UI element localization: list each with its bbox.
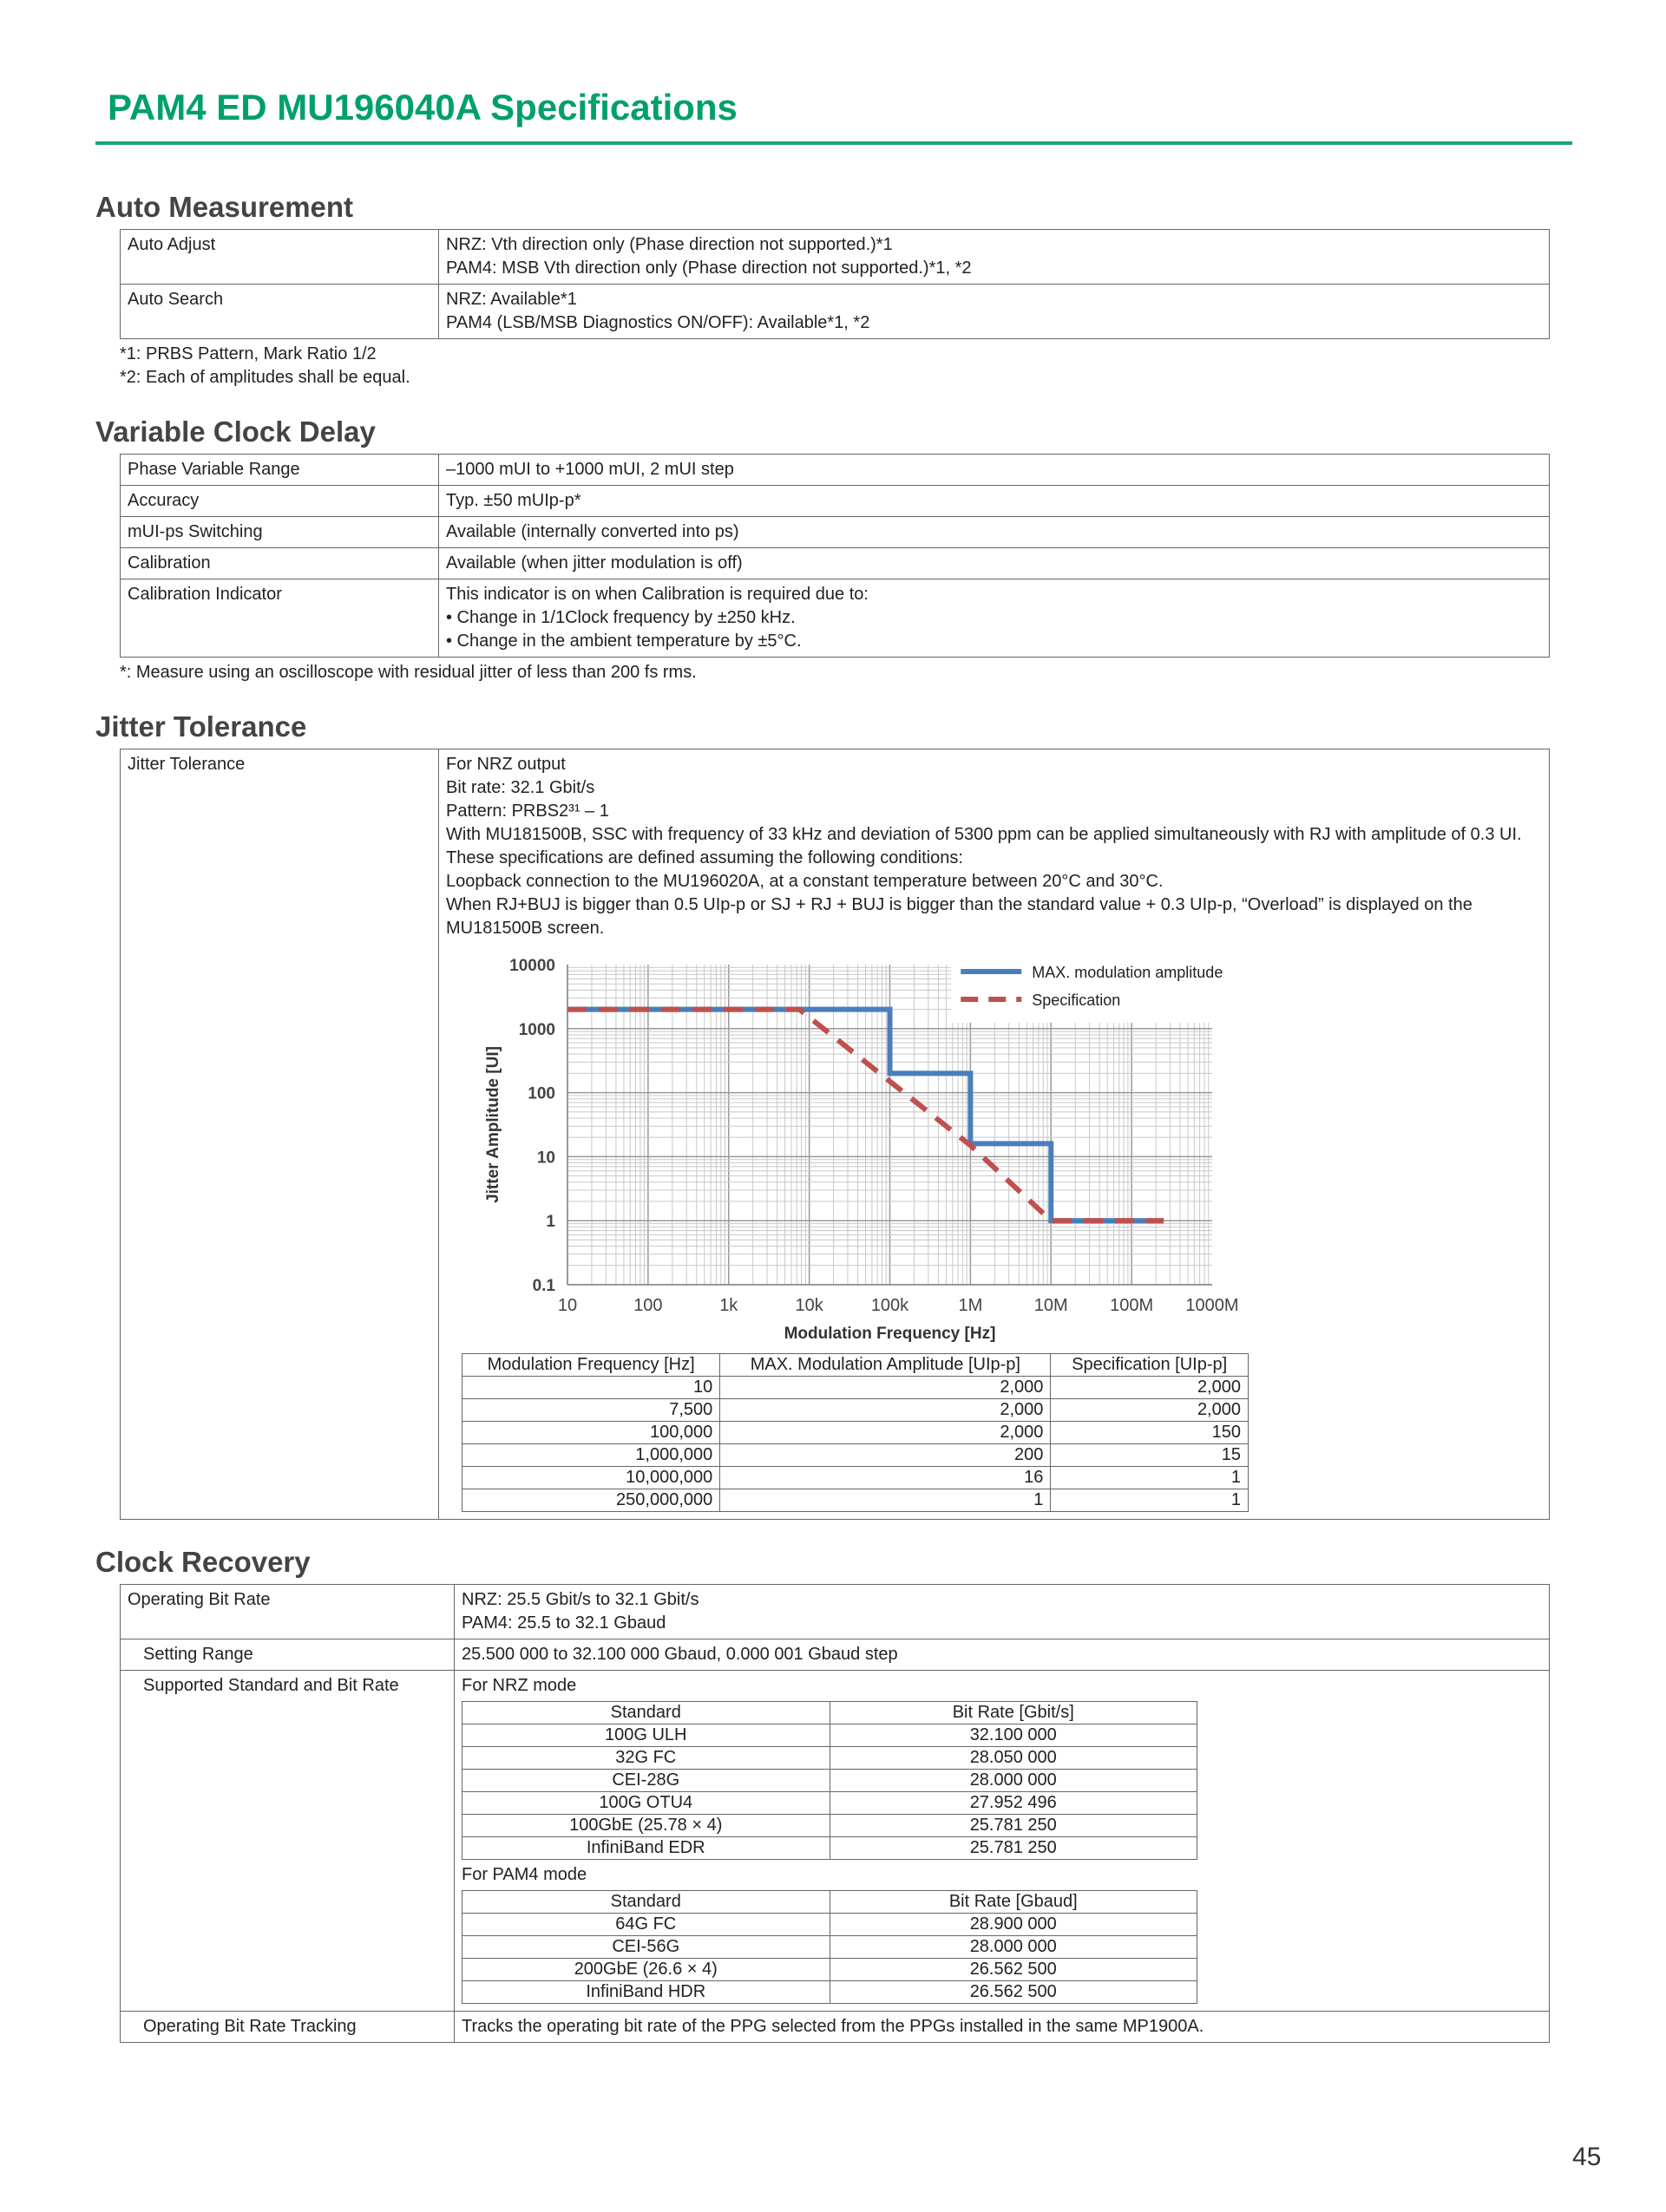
row-label: Setting Range	[121, 1639, 455, 1671]
legend-label: Specification	[1032, 991, 1121, 1009]
table-cell: 10	[462, 1377, 720, 1399]
value-line: NRZ: Available*1	[446, 290, 577, 309]
value-line: NRZ: 25.5 Gbit/s to 32.1 Gbit/s	[462, 1590, 699, 1609]
table-cell: CEI-28G	[462, 1770, 830, 1792]
column-header: MAX. Modulation Amplitude [UIp-p]	[720, 1354, 1051, 1377]
value-line: With MU181500B, SSC with frequency of 33 kHz and deviation of 5300 ppm can be applied simultaneously with RJ with amplitude of 0.3 UI.	[446, 825, 1522, 844]
footnote: *2: Each of amplitudes shall be equal.	[120, 368, 410, 387]
x-tick-label: 10k	[795, 1296, 823, 1315]
y-tick-label: 100	[528, 1084, 555, 1103]
page-number: 45	[1572, 2143, 1602, 2171]
column-header: Bit Rate [Gbit/s]	[830, 1702, 1197, 1724]
table-row	[462, 1444, 1249, 1467]
bit-rate-table	[462, 1890, 1197, 2004]
table-cell: 64G FC	[462, 1914, 830, 1936]
table-row	[121, 1671, 1550, 2012]
mode-title: For PAM4 mode	[462, 1865, 587, 1884]
x-tick-label: 1k	[719, 1296, 738, 1315]
table-cell: InfiniBand HDR	[462, 1981, 830, 2004]
table-cell: 28.000 000	[830, 1770, 1197, 1792]
row-value	[455, 1585, 1550, 1639]
jitter-data-table	[462, 1353, 1249, 1512]
row-label: Auto Adjust	[121, 230, 439, 285]
value-line: Typ. ±50 mUIp-p*	[446, 491, 581, 510]
x-tick-label: 10M	[1033, 1296, 1068, 1315]
table-row	[462, 1792, 1197, 1815]
row-value: Tracks the operating bit rate of the PPG selected from the PPGs installed in the same MP1900A.	[455, 2012, 1550, 2043]
table-cell: 32.100 000	[830, 1724, 1197, 1747]
table-row	[462, 1399, 1249, 1422]
row-value	[439, 579, 1550, 658]
table-cell: 200	[720, 1444, 1051, 1467]
row-label: Accuracy	[121, 486, 439, 517]
table-row	[121, 579, 1550, 658]
table-cell: 100,000	[462, 1422, 720, 1444]
bit-rate-table	[462, 1701, 1197, 1860]
value-line: Pattern: PRBS2³¹ – 1	[446, 802, 609, 821]
table-cell: 2,000	[720, 1399, 1051, 1422]
y-tick-label: 10000	[509, 957, 555, 975]
x-tick-label: 100	[633, 1296, 663, 1315]
table-cell: 250,000,000	[462, 1489, 720, 1512]
table-cell: 32G FC	[462, 1747, 830, 1770]
table-cell: 2,000	[1051, 1399, 1249, 1422]
footnotes	[120, 661, 1553, 684]
table-row	[121, 2012, 1550, 2043]
table-cell: 100G ULH	[462, 1724, 830, 1747]
table-row	[121, 517, 1550, 548]
table-row	[121, 230, 1550, 285]
row-value	[439, 749, 1550, 1520]
row-value	[439, 486, 1550, 517]
header-row	[462, 1702, 1197, 1724]
y-tick-label: 0.1	[532, 1277, 555, 1295]
row-value	[439, 517, 1550, 548]
table-row	[462, 1489, 1249, 1512]
row-label: Operating Bit Rate	[121, 1585, 455, 1639]
header-row	[462, 1354, 1249, 1377]
row-label: mUI-ps Switching	[121, 517, 439, 548]
column-header: Specification [UIp-p]	[1051, 1354, 1249, 1377]
value-line: PAM4: MSB Vth direction only (Phase direction not supported.)*1, *2	[446, 259, 972, 278]
jitter-tolerance-heading: Jitter Tolerance	[95, 710, 307, 743]
column-header: Standard	[462, 1702, 830, 1724]
clock-recovery-table	[120, 1584, 1550, 2043]
value-line: For NRZ output	[446, 755, 566, 774]
table-row	[462, 1747, 1197, 1770]
table-row	[462, 1815, 1197, 1837]
value-line: Available (internally converted into ps)	[446, 522, 739, 541]
x-tick-label: 1000M	[1185, 1296, 1239, 1315]
table-cell: 26.562 500	[830, 1981, 1197, 2004]
table-cell: 28.000 000	[830, 1936, 1197, 1959]
value-line: –1000 mUI to +1000 mUI, 2 mUI step	[446, 460, 734, 479]
table-cell: 100GbE (25.78 × 4)	[462, 1815, 830, 1837]
table-row	[462, 1422, 1249, 1444]
auto-measurement-heading: Auto Measurement	[95, 191, 354, 223]
table-cell: 2,000	[1051, 1377, 1249, 1399]
row-value	[439, 455, 1550, 486]
table-cell: 25.781 250	[830, 1837, 1197, 1860]
footnote: *1: PRBS Pattern, Mark Ratio 1/2	[120, 344, 377, 363]
table-cell: 15	[1051, 1444, 1249, 1467]
value-line: PAM4: 25.5 to 32.1 Gbaud	[462, 1613, 666, 1633]
table-row	[462, 1467, 1249, 1489]
table-cell: 1,000,000	[462, 1444, 720, 1467]
table-row	[121, 548, 1550, 579]
table-row	[121, 1585, 1550, 1639]
row-label: Phase Variable Range	[121, 455, 439, 486]
table-row	[462, 1981, 1197, 2004]
value-line: These specifications are defined assuming the following conditions:	[446, 848, 963, 867]
y-tick-label: 1000	[518, 1020, 555, 1039]
row-label: Calibration Indicator	[121, 579, 439, 658]
content	[95, 191, 1553, 2043]
table-cell: 27.952 496	[830, 1792, 1197, 1815]
table-cell: 16	[720, 1467, 1051, 1489]
table-row	[121, 1639, 1550, 1671]
jitter-tolerance-chart	[472, 946, 1253, 1345]
table-cell: 28.050 000	[830, 1747, 1197, 1770]
table-row	[462, 1724, 1197, 1747]
row-label: Calibration	[121, 548, 439, 579]
table-cell: 26.562 500	[830, 1959, 1197, 1981]
y-tick-label: 1	[546, 1213, 555, 1232]
value-line: Available (when jitter modulation is off)	[446, 553, 743, 573]
table-row	[462, 1377, 1249, 1399]
table-cell: 2,000	[720, 1422, 1051, 1444]
table-cell: 200GbE (26.6 × 4)	[462, 1959, 830, 1981]
auto-measurement-table	[120, 229, 1550, 339]
value-line: • Change in the ambient temperature by ±5°C.	[446, 632, 802, 651]
title-rule	[95, 141, 1572, 145]
table-row	[121, 486, 1550, 517]
row-value	[439, 230, 1550, 285]
table-cell: 100G OTU4	[462, 1792, 830, 1815]
value-line: 25.500 000 to 32.100 000 Gbaud, 0.000 001 Gbaud step	[462, 1645, 898, 1664]
table-row	[462, 1914, 1197, 1936]
table-cell: InfiniBand EDR	[462, 1837, 830, 1860]
y-axis-label: Jitter Amplitude [UI]	[484, 1046, 502, 1203]
value-line: Loopback connection to the MU196020A, at a constant temperature between 20°C and 30°C.	[446, 872, 1164, 891]
table-row	[462, 1936, 1197, 1959]
table-row	[121, 285, 1550, 339]
table-cell: CEI-56G	[462, 1936, 830, 1959]
table-row	[462, 1837, 1197, 1860]
table-cell: 10,000,000	[462, 1467, 720, 1489]
x-tick-label: 1M	[958, 1296, 983, 1315]
row-value	[439, 548, 1550, 579]
row-label: Supported Standard and Bit Rate	[121, 1671, 455, 2012]
column-header: Standard	[462, 1891, 830, 1914]
value-line: Bit rate: 32.1 Gbit/s	[446, 778, 595, 797]
variable-clock-delay-table	[120, 454, 1550, 658]
row-label: Jitter Tolerance	[121, 749, 439, 1520]
table-cell: 1	[1051, 1489, 1249, 1512]
table-cell: 28.900 000	[830, 1914, 1197, 1936]
y-tick-label: 10	[536, 1149, 555, 1168]
page-title: PAM4 ED MU196040A Specifications	[108, 87, 738, 128]
value-line: When RJ+BUJ is bigger than 0.5 UIp-p or SJ + RJ + BUJ is bigger than the standard value + 0.3 UIp-p, “Overload” is displayed on the MU181500B screen.	[446, 895, 1473, 938]
value-line: • Change in 1/1Clock frequency by ±250 kHz.	[446, 608, 796, 627]
table-row	[462, 1770, 1197, 1792]
header-row	[462, 1891, 1197, 1914]
table-cell: 2,000	[720, 1377, 1051, 1399]
jitter-tolerance-table	[120, 749, 1550, 1520]
table-cell: 1	[1051, 1467, 1249, 1489]
table-row	[121, 749, 1550, 1520]
row-value	[439, 285, 1550, 339]
column-header: Modulation Frequency [Hz]	[462, 1354, 720, 1377]
value-line: PAM4 (LSB/MSB Diagnostics ON/OFF): Available*1, *2	[446, 313, 870, 332]
table-cell: 7,500	[462, 1399, 720, 1422]
table-cell: 150	[1051, 1422, 1249, 1444]
footnotes	[120, 343, 1553, 389]
value-line: NRZ: Vth direction only (Phase direction not supported.)*1	[446, 235, 893, 254]
footnote: *: Measure using an oscilloscope with residual jitter of less than 200 fs rms.	[120, 663, 697, 682]
clock-recovery-heading: Clock Recovery	[95, 1546, 311, 1578]
variable-clock-delay-heading: Variable Clock Delay	[95, 416, 376, 448]
row-value	[455, 1671, 1550, 2012]
x-tick-label: 100M	[1110, 1296, 1154, 1315]
x-tick-label: 10	[557, 1296, 578, 1315]
row-label: Auto Search	[121, 285, 439, 339]
column-header: Bit Rate [Gbaud]	[830, 1891, 1197, 1914]
legend-label: MAX. modulation amplitude	[1032, 964, 1223, 981]
table-cell: 1	[720, 1489, 1051, 1512]
table-row	[462, 1959, 1197, 1981]
row-value	[455, 1639, 1550, 1671]
row-label: Operating Bit Rate Tracking	[121, 2012, 455, 2043]
x-tick-label: 100k	[870, 1296, 909, 1315]
value-line: This indicator is on when Calibration is required due to:	[446, 585, 869, 604]
table-cell: 25.781 250	[830, 1815, 1197, 1837]
x-axis-label: Modulation Frequency [Hz]	[784, 1325, 996, 1343]
mode-title: For NRZ mode	[462, 1676, 577, 1695]
table-row	[121, 455, 1550, 486]
